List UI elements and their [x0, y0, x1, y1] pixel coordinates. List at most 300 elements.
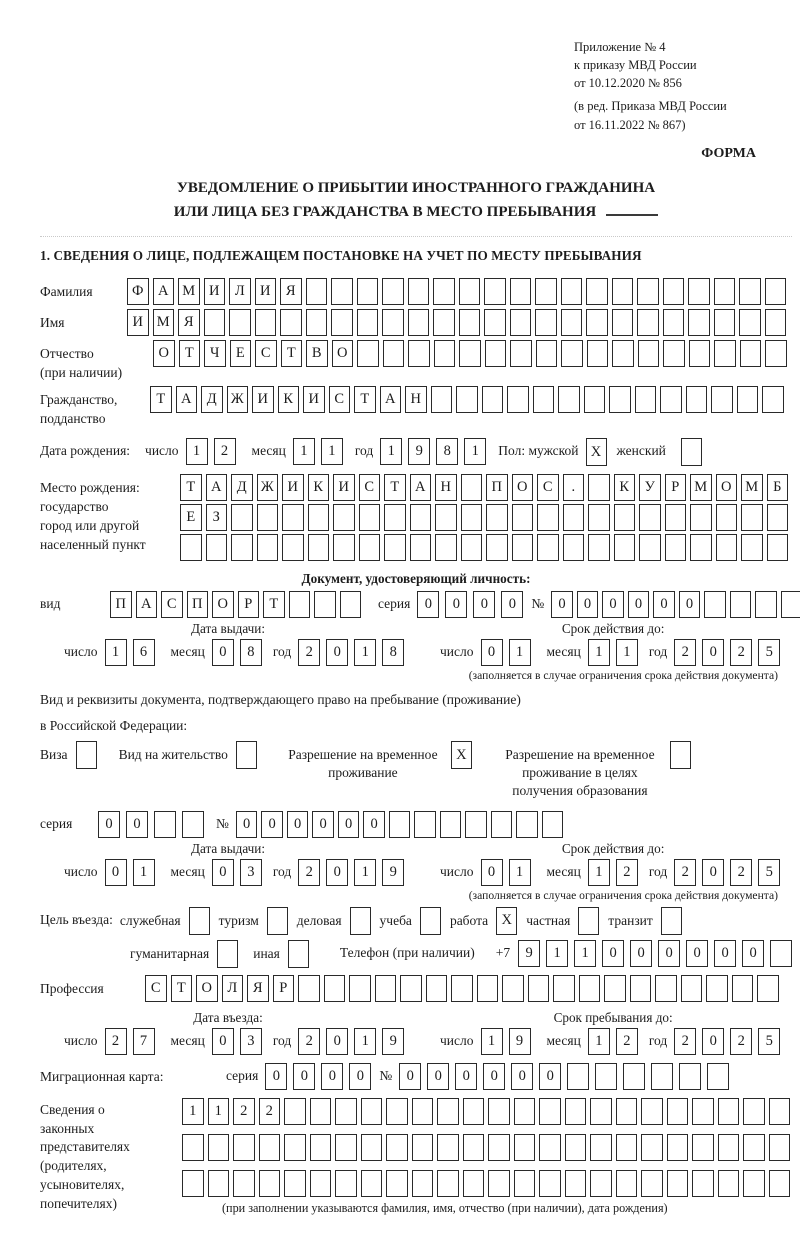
char-cell[interactable]	[357, 340, 379, 367]
char-cell[interactable]	[767, 534, 789, 561]
char-cell[interactable]	[769, 1098, 791, 1125]
char-cell[interactable]	[386, 1134, 408, 1161]
char-cell[interactable]	[507, 386, 529, 413]
char-cell[interactable]: С	[329, 386, 351, 413]
char-cell[interactable]: Е	[180, 504, 202, 531]
char-cell[interactable]	[741, 504, 763, 531]
char-cell[interactable]: К	[308, 474, 330, 501]
char-cell[interactable]	[537, 504, 559, 531]
char-cell[interactable]	[324, 975, 346, 1002]
char-cell[interactable]: Т	[384, 474, 406, 501]
char-cell[interactable]: Ф	[127, 278, 149, 305]
char-cell[interactable]: 0	[630, 940, 652, 967]
char-cell[interactable]: 2	[105, 1028, 127, 1055]
char-cell[interactable]: 0	[261, 811, 283, 838]
char-cell[interactable]: 0	[287, 811, 309, 838]
char-cell[interactable]	[289, 591, 311, 618]
purpose-study-checkbox[interactable]	[420, 907, 441, 935]
char-cell[interactable]	[408, 278, 430, 305]
char-cell[interactable]: 3	[240, 1028, 262, 1055]
char-cell[interactable]	[410, 534, 432, 561]
char-cell[interactable]: Ч	[204, 340, 226, 367]
char-cell[interactable]	[331, 278, 353, 305]
char-cell[interactable]	[431, 386, 453, 413]
purpose-transit-checkbox[interactable]	[661, 907, 682, 935]
char-cell[interactable]	[739, 309, 761, 336]
char-cell[interactable]	[667, 1170, 689, 1197]
char-cell[interactable]: Я	[247, 975, 269, 1002]
char-cell[interactable]: И	[255, 278, 277, 305]
char-cell[interactable]: 0	[265, 1063, 287, 1090]
char-cell[interactable]: 2	[674, 1028, 696, 1055]
char-cell[interactable]: 0	[212, 1028, 234, 1055]
char-cell[interactable]: 1	[616, 639, 638, 666]
char-cell[interactable]	[739, 278, 761, 305]
char-cell[interactable]: 0	[326, 859, 348, 886]
char-cell[interactable]	[692, 1134, 714, 1161]
char-cell[interactable]	[651, 1063, 673, 1090]
char-cell[interactable]: Л	[229, 278, 251, 305]
char-cell[interactable]: 2	[298, 1028, 320, 1055]
char-cell[interactable]	[689, 340, 711, 367]
char-cell[interactable]	[340, 591, 362, 618]
char-cell[interactable]: 0	[445, 591, 467, 618]
purpose-official-checkbox[interactable]	[189, 907, 210, 935]
char-cell[interactable]	[361, 1170, 383, 1197]
char-cell[interactable]	[663, 340, 685, 367]
char-cell[interactable]	[561, 309, 583, 336]
temp-residence-education-checkbox[interactable]	[670, 741, 691, 769]
char-cell[interactable]: 1	[133, 859, 155, 886]
char-cell[interactable]: 1	[182, 1098, 204, 1125]
char-cell[interactable]	[516, 811, 538, 838]
char-cell[interactable]	[414, 811, 436, 838]
char-cell[interactable]: 9	[518, 940, 540, 967]
char-cell[interactable]	[282, 534, 304, 561]
char-cell[interactable]: 0	[539, 1063, 561, 1090]
char-cell[interactable]	[769, 1134, 791, 1161]
char-cell[interactable]: О	[716, 474, 738, 501]
char-cell[interactable]	[308, 504, 330, 531]
char-cell[interactable]	[755, 591, 777, 618]
char-cell[interactable]: В	[306, 340, 328, 367]
char-cell[interactable]	[384, 504, 406, 531]
char-cell[interactable]: И	[303, 386, 325, 413]
char-cell[interactable]: 0	[658, 940, 680, 967]
char-cell[interactable]	[182, 1170, 204, 1197]
char-cell[interactable]: П	[187, 591, 209, 618]
char-cell[interactable]	[335, 1170, 357, 1197]
char-cell[interactable]	[612, 278, 634, 305]
char-cell[interactable]: 7	[133, 1028, 155, 1055]
char-cell[interactable]	[154, 811, 176, 838]
char-cell[interactable]	[667, 1098, 689, 1125]
char-cell[interactable]: М	[153, 309, 175, 336]
char-cell[interactable]	[565, 1098, 587, 1125]
purpose-tourism-checkbox[interactable]	[267, 907, 288, 935]
char-cell[interactable]	[282, 504, 304, 531]
char-cell[interactable]	[716, 534, 738, 561]
char-cell[interactable]	[433, 278, 455, 305]
char-cell[interactable]	[514, 1170, 536, 1197]
char-cell[interactable]	[259, 1170, 281, 1197]
char-cell[interactable]	[539, 1098, 561, 1125]
char-cell[interactable]	[604, 975, 626, 1002]
char-cell[interactable]: Р	[238, 591, 260, 618]
char-cell[interactable]	[714, 340, 736, 367]
char-cell[interactable]	[410, 504, 432, 531]
char-cell[interactable]	[539, 1134, 561, 1161]
char-cell[interactable]	[310, 1170, 332, 1197]
residence-permit-checkbox[interactable]	[236, 741, 257, 769]
char-cell[interactable]: 0	[501, 591, 523, 618]
char-cell[interactable]: 0	[105, 859, 127, 886]
char-cell[interactable]	[612, 340, 634, 367]
char-cell[interactable]: А	[206, 474, 228, 501]
char-cell[interactable]: 0	[702, 639, 724, 666]
char-cell[interactable]: 1	[186, 438, 208, 465]
char-cell[interactable]: 1	[481, 1028, 503, 1055]
char-cell[interactable]	[762, 386, 784, 413]
char-cell[interactable]: 0	[481, 639, 503, 666]
char-cell[interactable]	[639, 504, 661, 531]
purpose-other-checkbox[interactable]	[288, 940, 309, 968]
char-cell[interactable]	[510, 309, 532, 336]
char-cell[interactable]	[690, 534, 712, 561]
char-cell[interactable]	[408, 309, 430, 336]
char-cell[interactable]: 1	[354, 639, 376, 666]
char-cell[interactable]: 0	[321, 1063, 343, 1090]
char-cell[interactable]: 0	[349, 1063, 371, 1090]
char-cell[interactable]: 0	[602, 940, 624, 967]
char-cell[interactable]	[663, 309, 685, 336]
char-cell[interactable]	[561, 278, 583, 305]
char-cell[interactable]: Ж	[227, 386, 249, 413]
char-cell[interactable]	[781, 591, 800, 618]
char-cell[interactable]	[375, 975, 397, 1002]
char-cell[interactable]: Т	[281, 340, 303, 367]
char-cell[interactable]: 0	[236, 811, 258, 838]
char-cell[interactable]	[767, 504, 789, 531]
char-cell[interactable]	[641, 1134, 663, 1161]
char-cell[interactable]	[233, 1134, 255, 1161]
char-cell[interactable]: 0	[417, 591, 439, 618]
char-cell[interactable]	[310, 1098, 332, 1125]
char-cell[interactable]	[333, 534, 355, 561]
char-cell[interactable]	[463, 1098, 485, 1125]
char-cell[interactable]	[437, 1098, 459, 1125]
char-cell[interactable]: 1	[293, 438, 315, 465]
char-cell[interactable]	[590, 1134, 612, 1161]
char-cell[interactable]: Т	[263, 591, 285, 618]
char-cell[interactable]	[588, 504, 610, 531]
char-cell[interactable]	[482, 386, 504, 413]
char-cell[interactable]	[688, 278, 710, 305]
char-cell[interactable]	[743, 1098, 765, 1125]
char-cell[interactable]	[567, 1063, 589, 1090]
char-cell[interactable]	[484, 309, 506, 336]
char-cell[interactable]: О	[196, 975, 218, 1002]
char-cell[interactable]: 0	[577, 591, 599, 618]
char-cell[interactable]	[331, 309, 353, 336]
char-cell[interactable]	[765, 340, 787, 367]
char-cell[interactable]	[510, 278, 532, 305]
char-cell[interactable]: О	[212, 591, 234, 618]
char-cell[interactable]: 5	[758, 1028, 780, 1055]
char-cell[interactable]	[335, 1134, 357, 1161]
char-cell[interactable]: 0	[212, 639, 234, 666]
char-cell[interactable]	[284, 1098, 306, 1125]
char-cell[interactable]: М	[741, 474, 763, 501]
char-cell[interactable]: У	[639, 474, 661, 501]
char-cell[interactable]	[426, 975, 448, 1002]
char-cell[interactable]: С	[359, 474, 381, 501]
char-cell[interactable]: 2	[616, 859, 638, 886]
char-cell[interactable]	[459, 278, 481, 305]
char-cell[interactable]	[690, 504, 712, 531]
char-cell[interactable]: 0	[702, 1028, 724, 1055]
char-cell[interactable]	[681, 975, 703, 1002]
char-cell[interactable]: И	[333, 474, 355, 501]
char-cell[interactable]	[298, 975, 320, 1002]
char-cell[interactable]	[488, 1170, 510, 1197]
char-cell[interactable]: А	[136, 591, 158, 618]
char-cell[interactable]: К	[278, 386, 300, 413]
char-cell[interactable]: 8	[382, 639, 404, 666]
char-cell[interactable]	[711, 386, 733, 413]
char-cell[interactable]	[408, 340, 430, 367]
char-cell[interactable]	[435, 504, 457, 531]
char-cell[interactable]	[630, 975, 652, 1002]
char-cell[interactable]	[757, 975, 779, 1002]
char-cell[interactable]: 0	[212, 859, 234, 886]
char-cell[interactable]	[616, 1170, 638, 1197]
char-cell[interactable]: Я	[178, 309, 200, 336]
char-cell[interactable]: 2	[233, 1098, 255, 1125]
char-cell[interactable]	[588, 474, 610, 501]
char-cell[interactable]	[535, 278, 557, 305]
char-cell[interactable]	[561, 340, 583, 367]
char-cell[interactable]	[435, 534, 457, 561]
char-cell[interactable]	[623, 1063, 645, 1090]
char-cell[interactable]	[590, 1170, 612, 1197]
char-cell[interactable]	[359, 534, 381, 561]
char-cell[interactable]: 0	[742, 940, 764, 967]
char-cell[interactable]	[558, 386, 580, 413]
char-cell[interactable]: А	[176, 386, 198, 413]
char-cell[interactable]: 1	[509, 639, 531, 666]
char-cell[interactable]	[349, 975, 371, 1002]
char-cell[interactable]	[357, 309, 379, 336]
char-cell[interactable]: 0	[363, 811, 385, 838]
char-cell[interactable]: М	[178, 278, 200, 305]
char-cell[interactable]: 0	[483, 1063, 505, 1090]
char-cell[interactable]	[539, 1170, 561, 1197]
char-cell[interactable]	[765, 278, 787, 305]
char-cell[interactable]: 1	[321, 438, 343, 465]
char-cell[interactable]	[259, 1134, 281, 1161]
char-cell[interactable]: 0	[511, 1063, 533, 1090]
char-cell[interactable]: 6	[133, 639, 155, 666]
char-cell[interactable]	[512, 504, 534, 531]
char-cell[interactable]: Д	[201, 386, 223, 413]
char-cell[interactable]	[208, 1134, 230, 1161]
char-cell[interactable]: 0	[686, 940, 708, 967]
char-cell[interactable]	[609, 386, 631, 413]
char-cell[interactable]	[533, 386, 555, 413]
char-cell[interactable]: 2	[259, 1098, 281, 1125]
char-cell[interactable]	[635, 386, 657, 413]
char-cell[interactable]	[512, 534, 534, 561]
char-cell[interactable]	[382, 309, 404, 336]
char-cell[interactable]: 8	[436, 438, 458, 465]
char-cell[interactable]	[486, 534, 508, 561]
char-cell[interactable]: 0	[679, 591, 701, 618]
char-cell[interactable]: А	[153, 278, 175, 305]
char-cell[interactable]: И	[282, 474, 304, 501]
char-cell[interactable]	[451, 975, 473, 1002]
char-cell[interactable]: 2	[674, 859, 696, 886]
char-cell[interactable]	[257, 534, 279, 561]
char-cell[interactable]: О	[332, 340, 354, 367]
char-cell[interactable]	[638, 340, 660, 367]
char-cell[interactable]: 1	[588, 639, 610, 666]
char-cell[interactable]	[231, 504, 253, 531]
char-cell[interactable]: 0	[653, 591, 675, 618]
char-cell[interactable]: Т	[179, 340, 201, 367]
char-cell[interactable]	[770, 940, 792, 967]
char-cell[interactable]	[765, 309, 787, 336]
char-cell[interactable]	[204, 309, 226, 336]
char-cell[interactable]	[463, 1134, 485, 1161]
char-cell[interactable]: З	[206, 504, 228, 531]
char-cell[interactable]	[563, 504, 585, 531]
char-cell[interactable]	[679, 1063, 701, 1090]
char-cell[interactable]	[434, 340, 456, 367]
char-cell[interactable]: 2	[730, 1028, 752, 1055]
char-cell[interactable]	[502, 975, 524, 1002]
char-cell[interactable]	[704, 591, 726, 618]
purpose-humanitarian-checkbox[interactable]	[217, 940, 238, 968]
char-cell[interactable]: 2	[298, 639, 320, 666]
char-cell[interactable]	[586, 278, 608, 305]
char-cell[interactable]	[584, 386, 606, 413]
char-cell[interactable]	[257, 504, 279, 531]
char-cell[interactable]: С	[537, 474, 559, 501]
char-cell[interactable]	[614, 534, 636, 561]
char-cell[interactable]	[459, 340, 481, 367]
char-cell[interactable]	[616, 1134, 638, 1161]
char-cell[interactable]: Б	[767, 474, 789, 501]
char-cell[interactable]	[688, 309, 710, 336]
char-cell[interactable]: 1	[380, 438, 402, 465]
char-cell[interactable]	[718, 1098, 740, 1125]
char-cell[interactable]	[732, 975, 754, 1002]
char-cell[interactable]	[536, 340, 558, 367]
char-cell[interactable]	[553, 975, 575, 1002]
char-cell[interactable]	[595, 1063, 617, 1090]
char-cell[interactable]: Т	[150, 386, 172, 413]
char-cell[interactable]: 3	[240, 859, 262, 886]
char-cell[interactable]	[588, 534, 610, 561]
char-cell[interactable]: Ж	[257, 474, 279, 501]
char-cell[interactable]	[306, 278, 328, 305]
char-cell[interactable]	[587, 340, 609, 367]
char-cell[interactable]: 0	[702, 859, 724, 886]
char-cell[interactable]	[563, 534, 585, 561]
char-cell[interactable]	[361, 1134, 383, 1161]
char-cell[interactable]: 0	[427, 1063, 449, 1090]
char-cell[interactable]	[706, 975, 728, 1002]
char-cell[interactable]: Т	[171, 975, 193, 1002]
char-cell[interactable]	[280, 309, 302, 336]
char-cell[interactable]: 1	[588, 1028, 610, 1055]
char-cell[interactable]: Р	[665, 474, 687, 501]
char-cell[interactable]: Л	[222, 975, 244, 1002]
char-cell[interactable]: Е	[230, 340, 252, 367]
char-cell[interactable]	[314, 591, 336, 618]
char-cell[interactable]: П	[110, 591, 132, 618]
visa-checkbox[interactable]	[76, 741, 97, 769]
char-cell[interactable]	[655, 975, 677, 1002]
char-cell[interactable]: 1	[208, 1098, 230, 1125]
char-cell[interactable]	[412, 1098, 434, 1125]
char-cell[interactable]	[686, 386, 708, 413]
char-cell[interactable]	[665, 504, 687, 531]
char-cell[interactable]	[308, 534, 330, 561]
char-cell[interactable]	[359, 504, 381, 531]
char-cell[interactable]: И	[204, 278, 226, 305]
char-cell[interactable]: 2	[298, 859, 320, 886]
char-cell[interactable]: 5	[758, 859, 780, 886]
char-cell[interactable]	[400, 975, 422, 1002]
char-cell[interactable]	[357, 278, 379, 305]
char-cell[interactable]	[255, 309, 277, 336]
char-cell[interactable]	[641, 1098, 663, 1125]
char-cell[interactable]: А	[380, 386, 402, 413]
char-cell[interactable]	[382, 278, 404, 305]
char-cell[interactable]	[180, 534, 202, 561]
char-cell[interactable]: 1	[588, 859, 610, 886]
sex-male-checkbox[interactable]: X	[586, 438, 607, 466]
char-cell[interactable]	[486, 504, 508, 531]
char-cell[interactable]	[389, 811, 411, 838]
char-cell[interactable]	[590, 1098, 612, 1125]
char-cell[interactable]	[528, 975, 550, 1002]
char-cell[interactable]	[461, 504, 483, 531]
char-cell[interactable]: 0	[326, 639, 348, 666]
char-cell[interactable]: 9	[382, 1028, 404, 1055]
char-cell[interactable]: 0	[551, 591, 573, 618]
char-cell[interactable]	[769, 1170, 791, 1197]
char-cell[interactable]	[461, 474, 483, 501]
char-cell[interactable]: 0	[293, 1063, 315, 1090]
char-cell[interactable]	[637, 309, 659, 336]
char-cell[interactable]	[692, 1170, 714, 1197]
char-cell[interactable]: 0	[455, 1063, 477, 1090]
char-cell[interactable]	[510, 340, 532, 367]
char-cell[interactable]	[461, 534, 483, 561]
char-cell[interactable]: С	[145, 975, 167, 1002]
char-cell[interactable]	[743, 1170, 765, 1197]
char-cell[interactable]: О	[512, 474, 534, 501]
char-cell[interactable]: 5	[758, 639, 780, 666]
char-cell[interactable]	[465, 811, 487, 838]
char-cell[interactable]: 0	[628, 591, 650, 618]
char-cell[interactable]: 9	[382, 859, 404, 886]
char-cell[interactable]	[361, 1098, 383, 1125]
char-cell[interactable]	[741, 534, 763, 561]
